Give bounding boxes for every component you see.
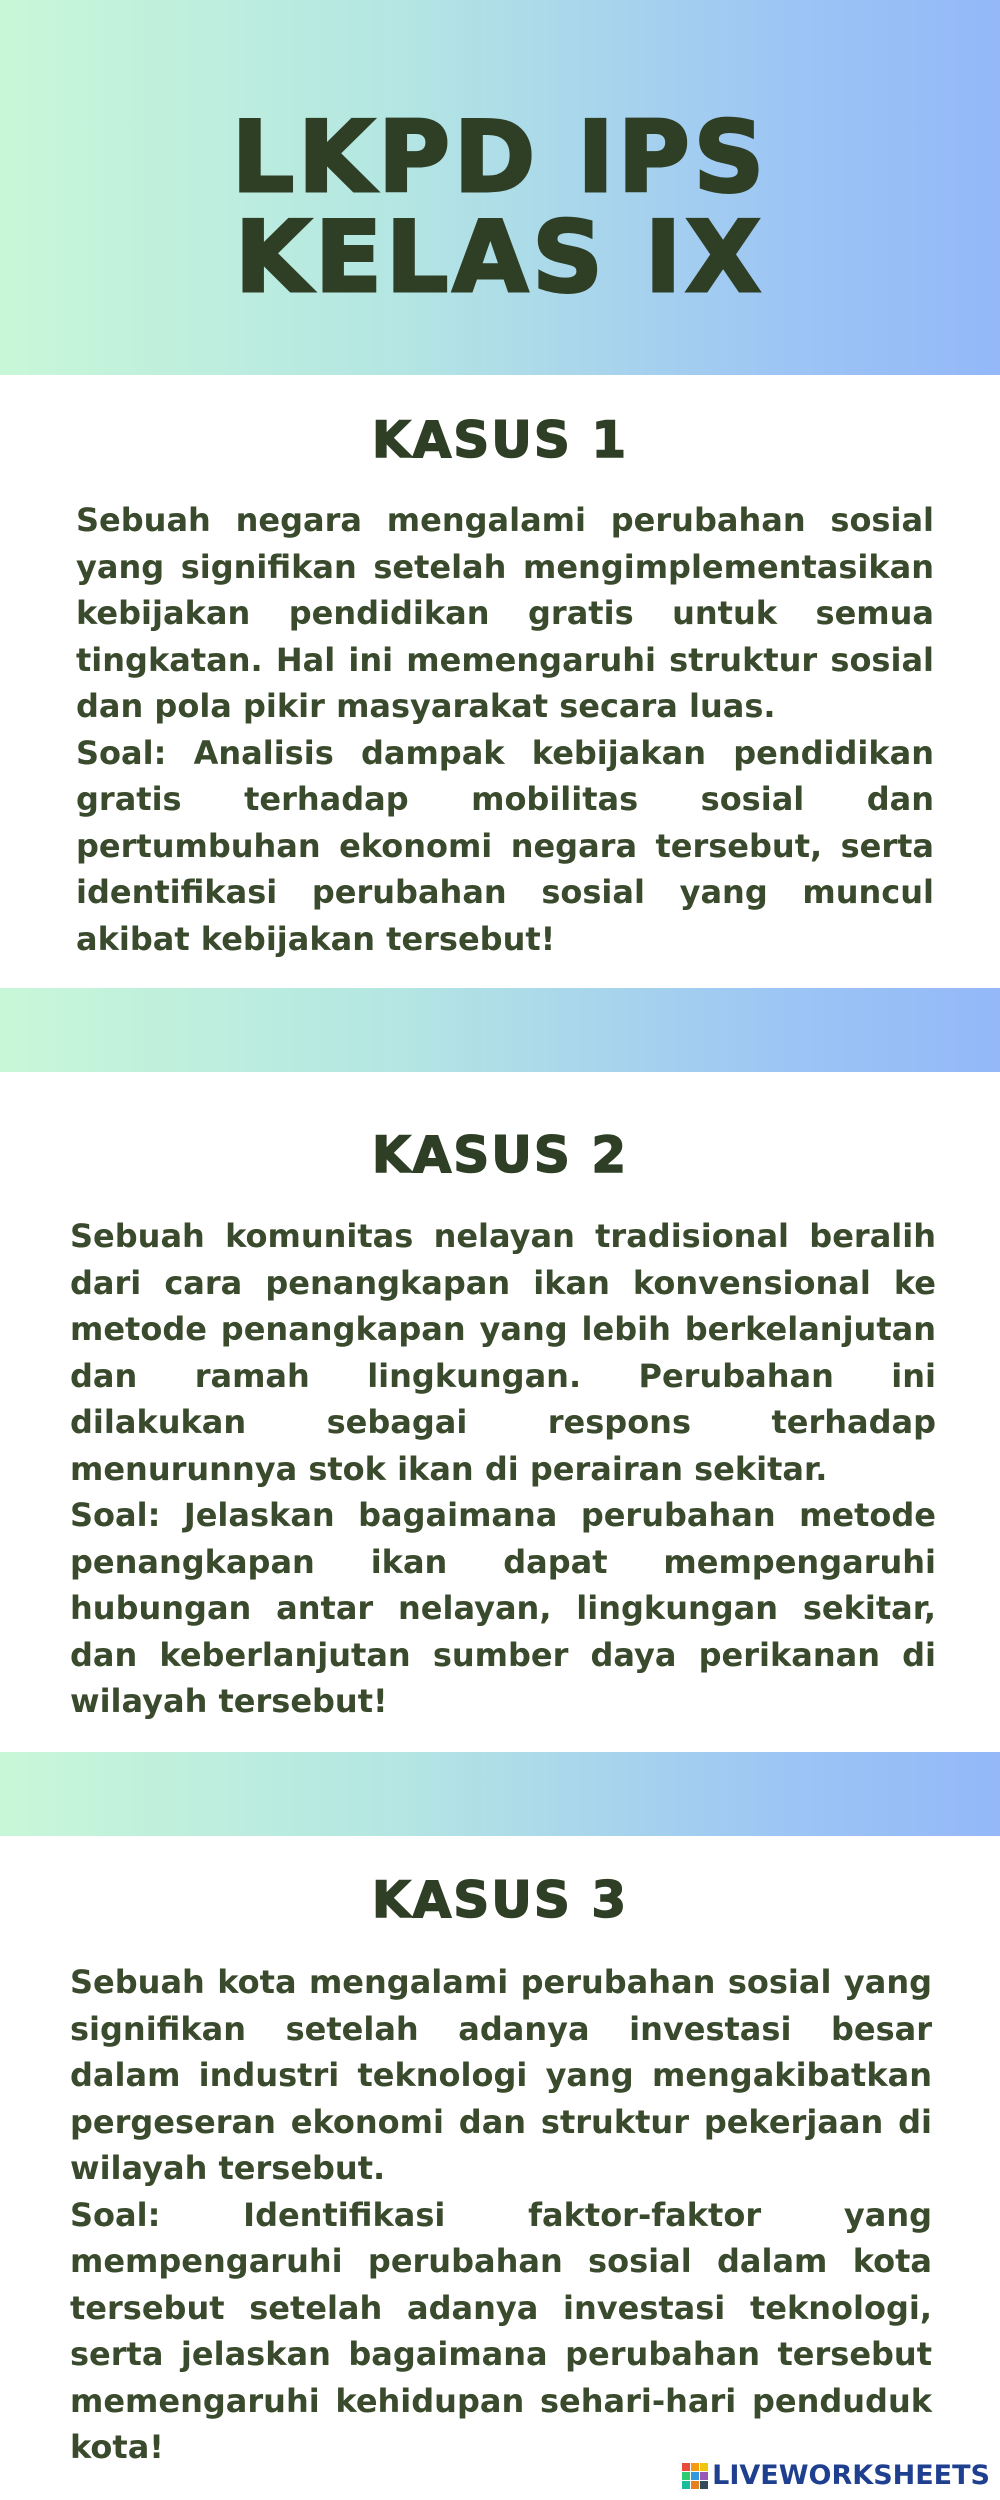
divider-band [0, 1752, 1000, 1836]
case-2-title: KASUS 2 [371, 1126, 629, 1184]
case-3-question: Soal: Identifikasi faktor-faktor yang mempengaruhi perubahan sosial dalam kota tersebut setelah adanya investasi teknologi, serta jelaskan bagaimana perubahan tersebut memengaruhi kehidupan sehari-hari penduduk kota! [70, 2195, 932, 2466]
liveworksheets-logo-icon [682, 2463, 708, 2489]
case-1-body [76, 497, 934, 962]
case-2-question: Soal: Jelaskan bagaimana perubahan metode penangkapan ikan dapat mempengaruhi hubungan antar nelayan, lingkungan sekitar, dan keberlanjutan sumber daya perikanan di wilayah tersebut! [70, 1496, 936, 1720]
case-3-paragraph: Sebuah kota mengalami perubahan sosial yang signifikan setelah adanya investasi besar dalam industri teknologi yang mengakibatkan pergeseran ekonomi dan struktur pekerjaan di wilayah tersebut. [70, 1963, 932, 2187]
liveworksheets-watermark[interactable] [682, 2460, 990, 2491]
case-2-paragraph: Sebuah komunitas nelayan tradisional beralih dari cara penangkapan ikan konvensional ke metode penangkapan yang lebih berkelanjutan dan ramah lingkungan. Perubahan ini dilakukan sebagai respons terhadap menurunnya stok ikan di perairan sekitar. [70, 1217, 936, 1488]
page-title [0, 101, 1000, 315]
case-3-title: KASUS 3 [371, 1871, 629, 1929]
watermark-text: LIVEWORKSHEETS [712, 2460, 990, 2491]
case-2-body [70, 1213, 936, 1725]
divider-band [0, 988, 1000, 1072]
page-title-line-1: LKPD IPS [231, 101, 769, 215]
case-3-body [70, 1959, 932, 2471]
case-1-paragraph: Sebuah negara mengalami perubahan sosial yang signifikan setelah mengimplementasikan kebijakan pendidikan gratis untuk semua tingkatan. Hal ini memengaruhi struktur sosial dan pola pikir masyarakat secara luas. [76, 501, 934, 725]
case-1-title: KASUS 1 [371, 411, 629, 469]
case-1-question: Soal: Analisis dampak kebijakan pendidikan gratis terhadap mobilitas sosial dan pertumbuhan ekonomi negara tersebut, serta identifikasi perubahan sosial yang muncul akibat kebijakan tersebut! [76, 733, 934, 958]
page-title-line-2: KELAS IX [235, 201, 765, 315]
